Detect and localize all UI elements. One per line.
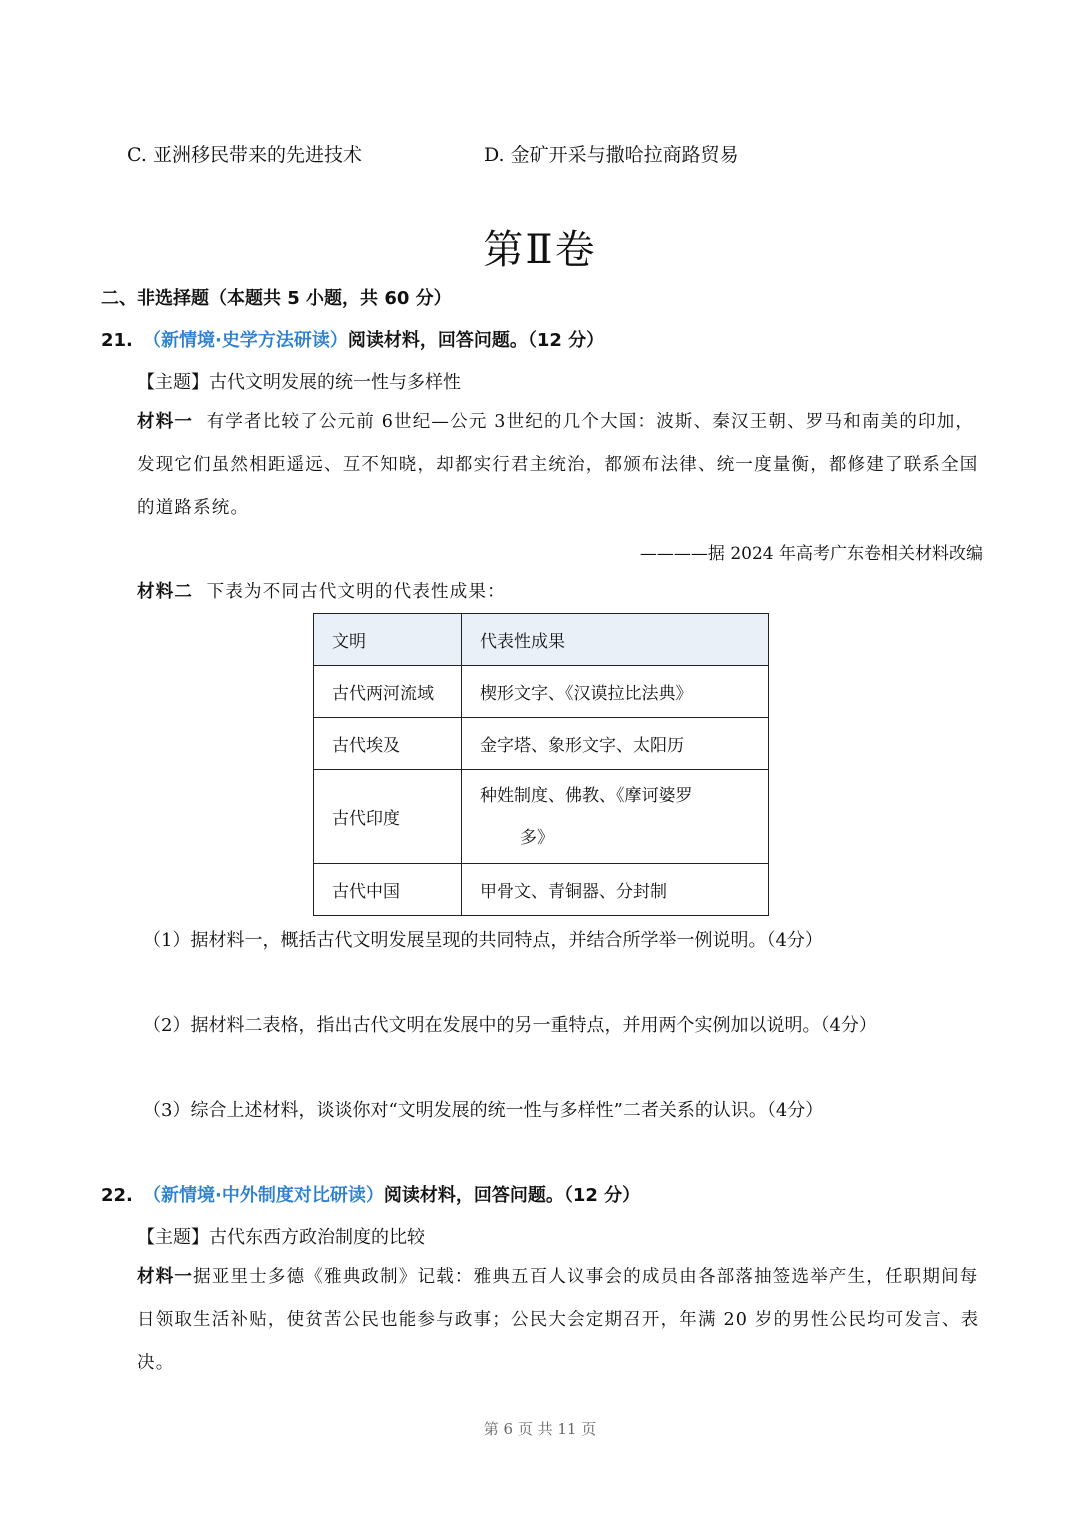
q22-material1-text: 据亚里士多德《雅典政制》记载：雅典五百人议事会的成员由各部落抽签选举产生，任职期间每日领取生活补贴，使贫苦公民也能参与政事；公民大会定期召开，年满 20 岁的男性公民均可发言、表决。 bbox=[137, 1267, 980, 1373]
table-row bbox=[314, 666, 769, 718]
table-header-row bbox=[314, 614, 769, 666]
q21-subquestion-3: （3）综合上述材料，谈谈你对“文明发展的统一性与多样性”二者关系的认识。（4分） bbox=[143, 1100, 824, 1121]
table-cell: 古代埃及 bbox=[314, 718, 462, 770]
q22-material1-label: 材料一 bbox=[137, 1267, 194, 1287]
table-cell-line: 种姓制度、佛教、《摩诃婆罗 bbox=[480, 785, 693, 806]
page-footer: 第 6 页 共 11 页 bbox=[483, 1420, 597, 1438]
table-cell: 楔形文字、《汉谟拉比法典》 bbox=[462, 666, 769, 718]
q21-material1-text: 有学者比较了公元前 6世纪—公元 3世纪的几个大国：波斯、秦汉王朝、罗马和南美的印加，发现它们虽然相距遥远、互不知晓，却都实行君主统治，都颁布法律、统一度量衡，都修建了联系全国的道路系统。 bbox=[137, 412, 979, 518]
q21-material2-label: 材料二 bbox=[137, 582, 194, 602]
q21-material2-text: 下表为不同古代文明的代表性成果： bbox=[206, 582, 506, 602]
section-heading: 二、非选择题（本题共 5 小题，共 60 分） bbox=[101, 288, 452, 309]
q21-material1 bbox=[137, 401, 987, 530]
table-header-cell: 代表性成果 bbox=[462, 614, 769, 666]
q21-material1-label: 材料一 bbox=[137, 412, 194, 432]
q21-subquestion-1: （1）据材料一，概括古代文明发展呈现的共同特点，并结合所学举一例说明。（4分） bbox=[143, 930, 823, 951]
q21-subquestion-2: （2）据材料二表格，指出古代文明在发展中的另一重特点，并用两个实例加以说明。（4分） bbox=[143, 1015, 877, 1036]
table-cell: 古代两河流域 bbox=[314, 666, 462, 718]
volume-title: 第Ⅱ卷 bbox=[483, 227, 597, 273]
q22-heading bbox=[101, 1181, 640, 1207]
q22-instruction: 阅读材料，回答问题。（12 分） bbox=[383, 1185, 641, 1206]
table-cell bbox=[462, 770, 769, 864]
q21-theme: 【主题】古代文明发展的统一性与多样性 bbox=[137, 372, 461, 393]
table-cell: 古代印度 bbox=[314, 770, 462, 864]
table-cell: 古代中国 bbox=[314, 864, 462, 916]
table-cell: 金字塔、象形文字、太阳历 bbox=[462, 718, 769, 770]
q21-number: 21. bbox=[101, 330, 133, 351]
option-c: C. 亚洲移民带来的先进技术 bbox=[127, 144, 362, 166]
table-row bbox=[314, 864, 769, 916]
q21-material2 bbox=[137, 571, 987, 614]
q21-tag: （新情境·史学方法研读） bbox=[143, 330, 348, 351]
option-d: D. 金矿开采与撒哈拉商路贸易 bbox=[484, 144, 739, 166]
q22-tag: （新情境·中外制度对比研读） bbox=[143, 1185, 384, 1206]
q22-theme: 【主题】古代东西方政治制度的比较 bbox=[137, 1227, 425, 1248]
table-row bbox=[314, 718, 769, 770]
q21-material1-source: ————据 2024 年高考广东卷相关材料改编 bbox=[639, 544, 983, 564]
q21-instruction: 阅读材料，回答问题。（12 分） bbox=[347, 330, 605, 351]
civilization-table bbox=[313, 613, 769, 916]
table-cell: 甲骨文、青铜器、分封制 bbox=[462, 864, 769, 916]
q22-material1 bbox=[137, 1256, 987, 1385]
q21-heading bbox=[101, 326, 604, 352]
q22-number: 22. bbox=[101, 1185, 133, 1206]
table-header-cell: 文明 bbox=[314, 614, 462, 666]
table-row bbox=[314, 770, 769, 864]
table-cell-line: 多》 bbox=[520, 827, 554, 848]
